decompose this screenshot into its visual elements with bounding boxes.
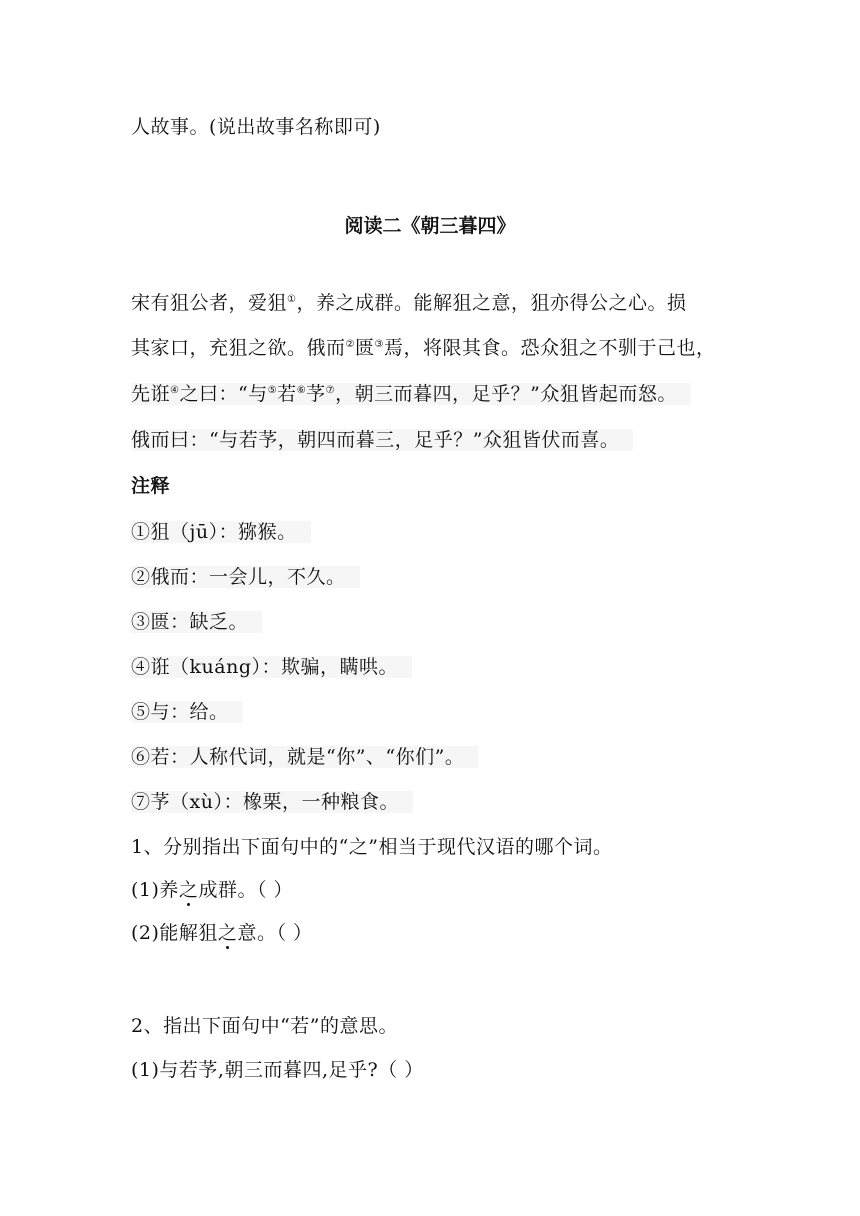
passage-text: ，朝三而暮四，足乎？”众狙皆起而怒。 (335, 383, 677, 405)
note-text: ③匮：缺乏。 (131, 611, 262, 633)
passage-text: 若 (277, 383, 297, 405)
question-1-prompt: 1、分别指出下面句中的“之”相当于现代汉语的哪个词。 (131, 836, 613, 858)
note-item-4 (131, 654, 412, 680)
passage-line-4 (131, 427, 633, 453)
passage-text: 焉，将限其食。恐众狙之不驯于己也， (383, 337, 716, 359)
footnote-marker: ⑦ (325, 385, 336, 396)
passage-text: 芧 (306, 383, 326, 405)
question-1-item-2 (131, 920, 312, 946)
footnote-marker: ⑤ (267, 385, 278, 396)
passage-text: 俄而曰：“与若芧，朝四而暮三，足乎？”众狙皆伏而喜。 (131, 429, 633, 451)
sentence-text: (1)养 (131, 879, 179, 901)
note-text: ①狙（jū）：猕猴。 (131, 521, 311, 543)
question-2-item-1: (1)与若芧,朝三而暮四,足乎?（ ） (131, 1059, 424, 1081)
passage-text: 之曰：“与 (179, 383, 268, 405)
note-item-5 (131, 699, 243, 725)
passage-line-3 (131, 381, 691, 407)
intro-tail: 人故事。(说出故事名称即可) (131, 116, 381, 138)
note-text: ⑥若：人称代词，就是“你”、“你们”。 (131, 746, 478, 768)
footnote-marker: ⑥ (296, 385, 307, 396)
note-text: ⑦芧（xù）：橡栗，一种粮食。 (131, 791, 413, 813)
sentence-text: 成群。（ ） (198, 879, 293, 901)
passage-text: 匮 (354, 337, 375, 359)
footnote-marker: ④ (170, 385, 180, 396)
note-text: ②俄而：一会儿，不久。 (131, 566, 360, 588)
footnote-marker: ③ (374, 339, 384, 350)
sentence-text: 意。（ ） (237, 922, 313, 944)
dotted-character: 之 (178, 879, 199, 901)
passage-title: 阅读二《朝三暮四》 (344, 215, 516, 237)
note-item-3 (131, 609, 262, 635)
passage-text: 其家口，充狙之欲。俄而 (131, 337, 346, 359)
footnote-marker: ② (345, 339, 355, 350)
note-item-1 (131, 519, 311, 545)
dotted-character: 之 (217, 922, 238, 944)
notes-heading: 注释 (131, 475, 171, 497)
passage-text: 先诳 (131, 383, 171, 405)
sentence-text: (2)能解狙 (131, 922, 218, 944)
passage-line-2 (131, 335, 715, 361)
note-item-7 (131, 789, 413, 815)
passage-text: ，养之成群。能解狙之意，狙亦得公之心。损 (296, 292, 687, 314)
passage-line-1 (131, 290, 687, 316)
note-item-2 (131, 564, 360, 590)
passage-text: 宋有狙公者，爱狙 (131, 292, 288, 314)
question-1-item-1 (131, 877, 293, 903)
note-item-6 (131, 744, 478, 770)
passage-shaded-segment (131, 383, 691, 405)
note-text: ④诳（kuáng）：欺骗，瞒哄。 (131, 656, 412, 678)
footnote-marker: ① (287, 294, 297, 305)
question-2-prompt: 2、指出下面句中“若”的意思。 (131, 1015, 399, 1037)
note-text: ⑤与：给。 (131, 701, 243, 723)
